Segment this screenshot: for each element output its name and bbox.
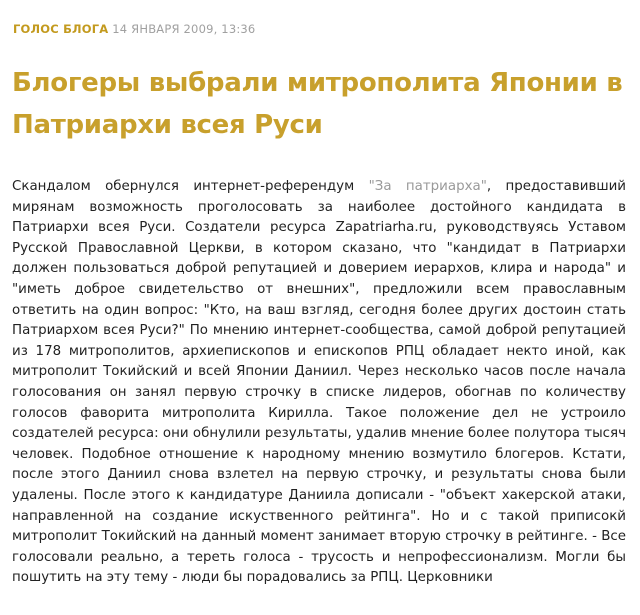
article-text-main: , предоставивший мирянам возможность проголосовать за наиболее достойного кандидата в Патриархи всея Руси. Создатели ресурса Zapatriarha.ru, руководствуясь Уставом Русской Православной Церкви, в котором сказано, что "кандидат в Патриархи должен пользоваться доброй репутацией и доверием иерархов, клира и народа" и "иметь доброе свидетельство от внешних", предложили всем православным ответить на один вопрос: "Кто, на ваш взгляд, сегодня более других достоин стать Патриархом всея Руси?" По мнению интернет-сообщества, самой доброй репутацией из 178 митрополитов, архиепископов и епископов РПЦ обладает некто иной, как митрополит Токийский и всей Японии Даниил. Через несколько часов после начала голосования он занял первую строчку в списке лидеров, обогнав по количеству голосов фаворита митрополита Кирилла. Такое положение дел не устроило создателей ресурса: они обнулили результаты, удалив мнение более полутора тысяч человек. Подобное отношение к народному мнению возмутило блогеров. Кстати, после этого Даниил снова взлетел на первую строчку, и результаты снова были удалены. После этого к кандидатуре Даниила дописали - "объект хакерской атаки, направленной на создание искуственного рейтинга". Но и с такой приписокй митрополит Токийский на данный момент занимает вторую строчку в рейтинге. - Все голосовали реально, а тереть голоса - трусость и непрофессионализм. Могли бы пошутить на эту тему - люди бы порадовались за РПЦ. Церковники [12,179,626,586]
article-text-intro: Скандалом обернулся интернет-референдум [12,179,369,194]
publish-date: 14 ЯНВАРЯ 2009, 13:36 [112,22,256,36]
article-meta [13,22,255,36]
article-title: Блогеры выбрали митрополита Японии в Патриархи всея Руси [12,68,623,140]
za-patriarha-link[interactable]: "За патриарха" [368,179,487,194]
section-label[interactable]: ГОЛОС БЛОГА [13,22,109,36]
article-body [12,177,626,589]
